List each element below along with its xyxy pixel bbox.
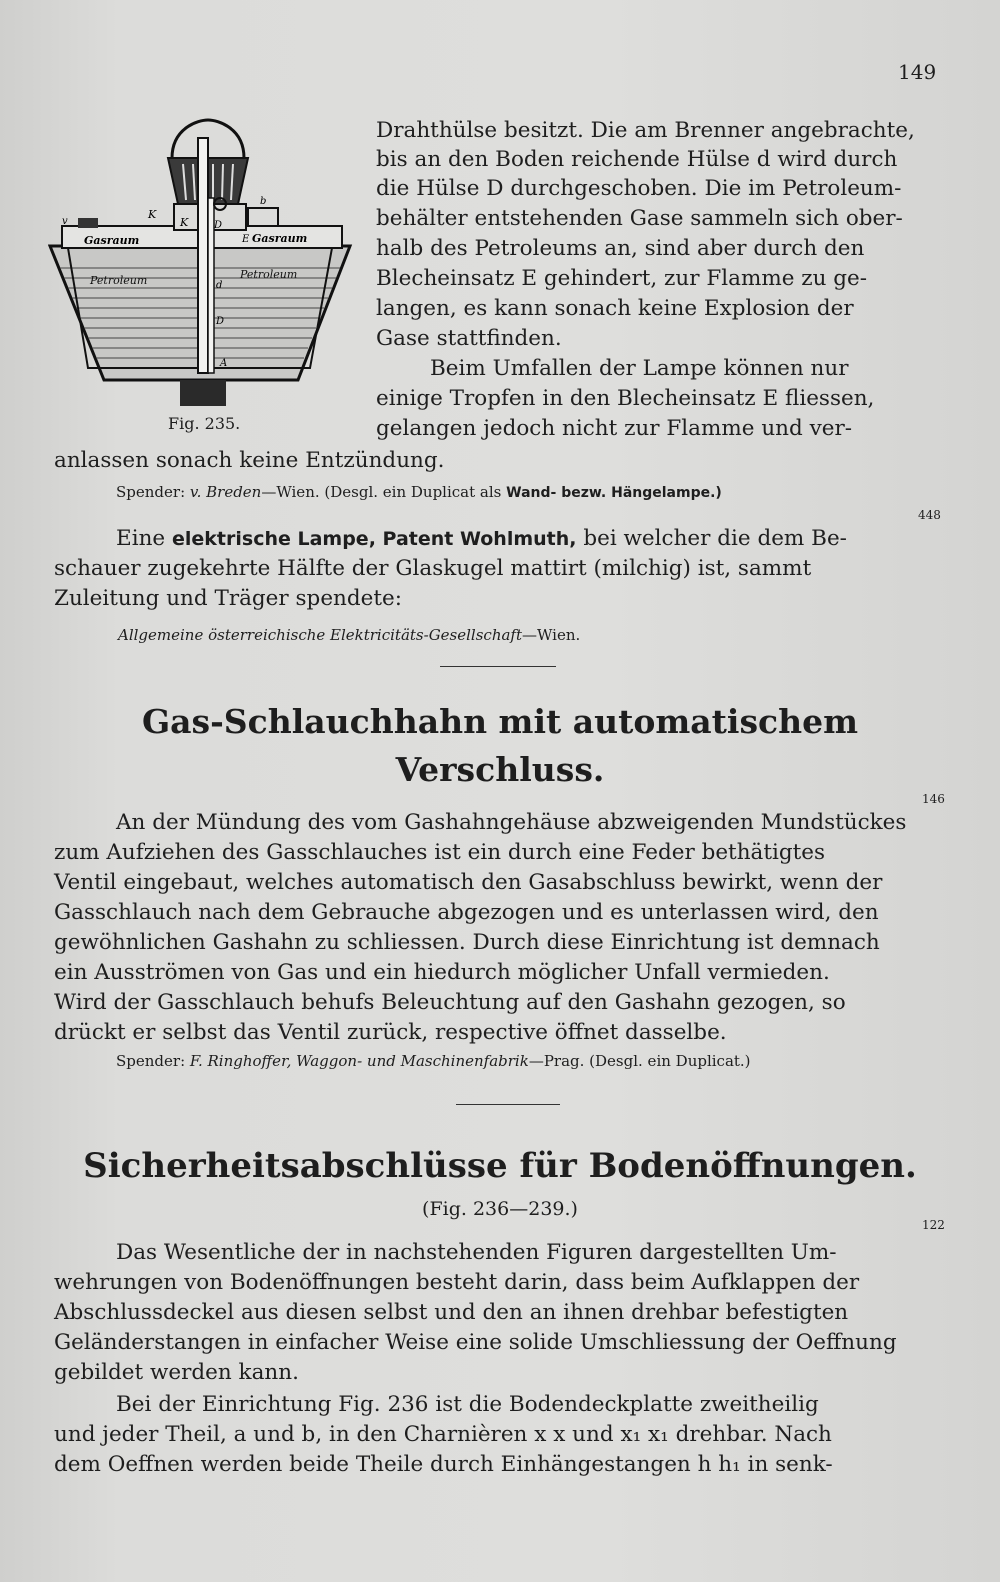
figure-label: d: [216, 280, 223, 291]
donor-note: (Desgl. ein Duplicat als: [324, 483, 502, 501]
text-line: einige Tropfen in den Blecheinsatz E fliessen,: [376, 386, 875, 411]
section-subheading: (Fig. 236—239.): [422, 1198, 578, 1220]
item-title: elektrische Lampe, Patent Wohlmuth,: [172, 528, 577, 550]
text-line: Beim Umfallen der Lampe können nur: [430, 356, 849, 381]
figure-label: D: [216, 316, 225, 327]
section-heading: Sicherheitsabschlüsse für Bodenöffnungen.: [83, 1146, 917, 1186]
figure-label: Gasraum: [84, 234, 140, 247]
donor-line: [118, 626, 580, 644]
text-line: zum Aufziehen des Gasschlauches ist ein durch eine Feder bethätigtes: [54, 840, 826, 865]
text-line: Geländerstangen in einfacher Weise eine solide Umschliessung der Oeffnung: [54, 1330, 897, 1355]
text-line: bis an den Boden reichende Hülse d wird durch: [376, 147, 898, 172]
text-line: Wird der Gasschlauch behufs Beleuchtung auf den Gashahn gezogen, so: [54, 990, 846, 1015]
donor-name: Allgemeine österreichische Elektricitäts-Gesellschaft: [118, 626, 523, 644]
text-line: behälter entstehenden Gase sammeln sich ober-: [376, 206, 903, 231]
donor-note-bold: Wand- bezw. Hängelampe.): [506, 485, 722, 501]
text-line: Gasschlauch nach dem Gebrauche abgezogen und es unterlassen wird, den: [54, 900, 879, 925]
text-line: gebildet werden kann.: [54, 1360, 299, 1385]
text-line: Das Wesentliche der in nachstehenden Figuren dargestellten Um-: [116, 1240, 837, 1265]
figure-label: A: [220, 358, 228, 369]
figure-label: Petroleum: [90, 274, 148, 287]
text-line: schauer zugekehrte Hälfte der Glaskugel mattirt (milchig) ist, sammt: [54, 556, 812, 581]
figure-label: Petroleum: [240, 268, 298, 281]
figure-caption: Fig. 235.: [168, 414, 241, 433]
donor-label: Spender:: [116, 1052, 186, 1070]
donor-note: (Desgl. ein Duplicat.): [589, 1052, 751, 1070]
text-span: bei welcher die dem Be-: [583, 526, 847, 551]
figure-label: K: [180, 216, 189, 229]
donor-place: —Wien.: [522, 626, 581, 644]
figure-label: Gasraum: [252, 232, 308, 245]
donor-line: [116, 483, 722, 501]
figure-label: K: [148, 208, 157, 221]
text-line: [116, 524, 940, 555]
divider: [440, 666, 556, 667]
figure-label: D: [214, 220, 223, 231]
text-line: Zuleitung und Träger spendete:: [54, 586, 402, 611]
text-line: An der Mündung des vom Gashahngehäuse abzweigenden Mundstückes: [116, 810, 907, 835]
donor-place: —Prag.: [528, 1052, 585, 1070]
text-line: ein Ausströmen von Gas und ein hiedurch möglicher Unfall vermieden.: [54, 960, 830, 985]
text-line: wehrungen von Bodenöffnungen besteht darin, dass beim Aufklappen der: [54, 1270, 860, 1295]
text-line: die Hülse D durchgeschoben. Die im Petroleum-: [376, 176, 902, 201]
donor-label: Spender:: [116, 483, 186, 501]
divider: [456, 1104, 560, 1105]
text-line: gelangen jedoch nicht zur Flamme und ver-: [376, 416, 853, 441]
text-span: Eine: [116, 526, 166, 551]
text-line: Abschlussdeckel aus diesen selbst und den an ihnen drehbar befestigten: [54, 1300, 849, 1325]
text-line: Bei der Einrichtung Fig. 236 ist die Bodendeckplatte zweitheilig: [116, 1392, 819, 1417]
donor-name: v. Breden: [189, 483, 262, 501]
text-line: Ventil eingebaut, welches automatisch den Gasabschluss bewirkt, wenn der: [54, 870, 883, 895]
text-line: Drahthülse besitzt. Die am Brenner angebrachte,: [376, 118, 915, 143]
page-number: 149: [898, 60, 937, 84]
figure-label: b: [260, 196, 267, 207]
catalog-number: 448: [918, 508, 941, 522]
donor-name: F. Ringhoffer, Waggon- und Maschinenfabrik: [189, 1052, 529, 1070]
text-line: gewöhnlichen Gashahn zu schliessen. Durch diese Einrichtung ist demnach: [54, 930, 880, 955]
text-line: drückt er selbst das Ventil zurück, respective öffnet dasselbe.: [54, 1020, 727, 1045]
section-heading: Verschluss.: [395, 750, 605, 789]
figure-label: E: [242, 234, 250, 245]
donor-line: [116, 1052, 751, 1070]
text-line: anlassen sonach keine Entzündung.: [54, 448, 445, 473]
catalog-number: 122: [922, 1218, 945, 1232]
section-heading: Gas-Schlauchhahn mit automatischem: [141, 702, 859, 741]
text-line: und jeder Theil, a und b, in den Charnièren x x und x₁ x₁ drehbar. Nach: [54, 1422, 832, 1447]
text-line: halb des Petroleums an, sind aber durch den: [376, 236, 865, 261]
text-line: langen, es kann sonach keine Explosion der: [376, 296, 854, 321]
text-line: Blecheinsatz E gehindert, zur Flamme zu ge-: [376, 266, 868, 291]
catalog-number: 146: [922, 792, 945, 806]
text-line: Gase stattfinden.: [376, 326, 562, 351]
lamp-cross-section-figure: [48, 118, 358, 408]
donor-place: —Wien.: [261, 483, 320, 501]
text-line: dem Oeffnen werden beide Theile durch Einhängestangen h h₁ in senk-: [54, 1452, 833, 1477]
figure-label: v: [62, 216, 68, 227]
